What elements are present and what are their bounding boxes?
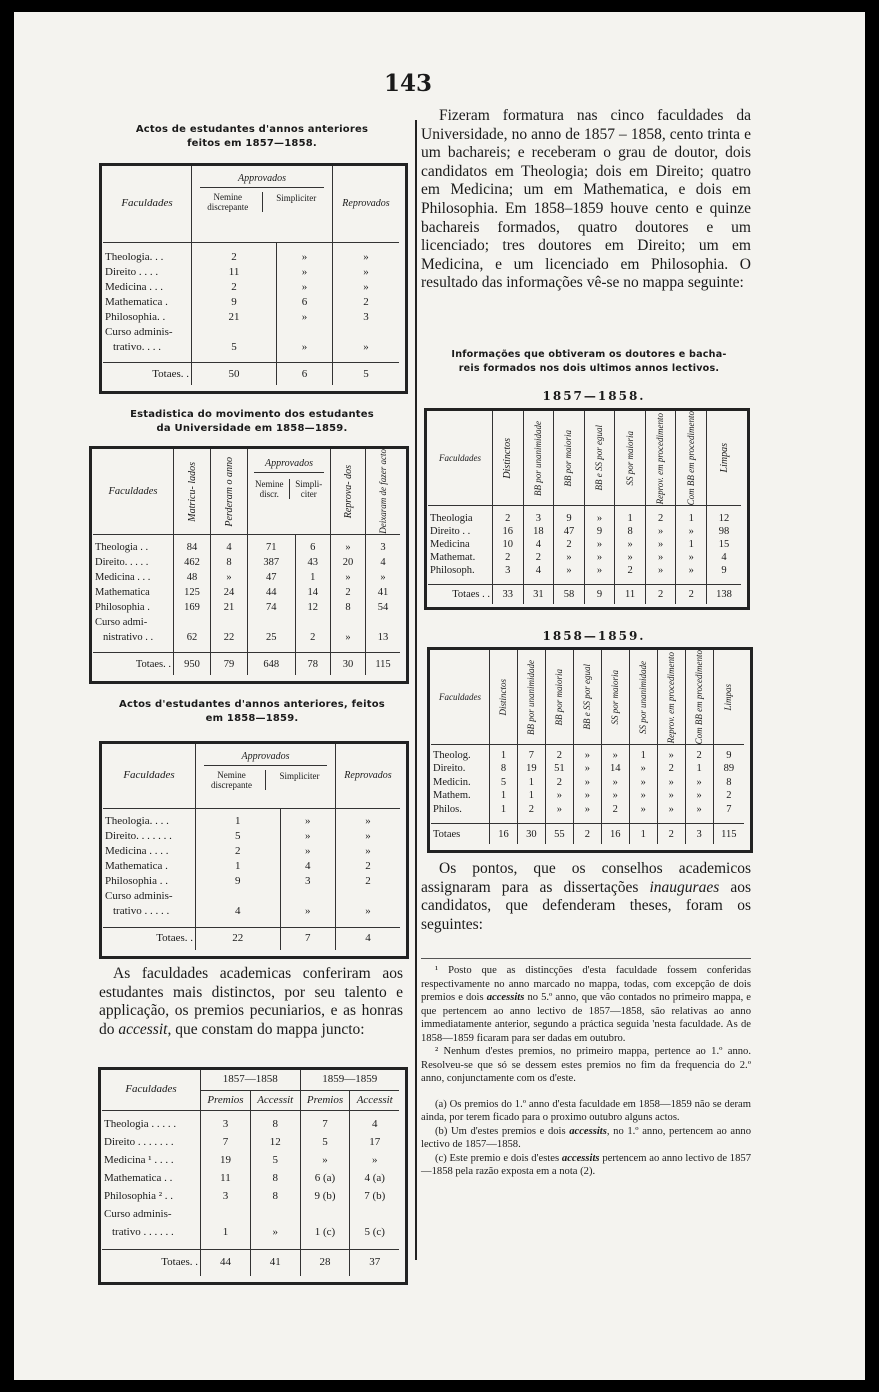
t1-row: trativo. . . . 5 » » — [103, 340, 399, 355]
t3-row: trativo . . . . . 4 » » — [103, 904, 400, 919]
footnotes — [421, 964, 751, 1179]
table1-title-line1: Actos de estudantes d'annos anteriores — [135, 124, 369, 135]
t3-row: Philosophia . . 9 3 2 — [103, 874, 400, 889]
t5-col-head: Limpas — [718, 443, 730, 473]
t4-row: Theologia . . . . . 3 8 7 4 — [102, 1116, 399, 1134]
premios-paragraph: As faculdades academicas conferiram aos estudantes mais distinctos, por seu talento e applicação, os premios pecuniarios, e as honras do accessit, que constam do mappa juncto: — [99, 965, 403, 1038]
t4-row: Curso adminis- — [102, 1205, 399, 1223]
t4-row: Medicina ¹ . . . . 19 5 » » — [102, 1152, 399, 1170]
info-title — [419, 348, 759, 376]
pontos-paragraph: Os pontos, que os conselhos academicos assignaram para as dissertações inauguraes aos candidatos, que defenderam theses, foram os seguintes: — [421, 860, 751, 933]
t6-total-row: Totaes 16 30 55 2 16 1 2 3 115 — [431, 824, 744, 844]
t5-row: Medicina 10 4 2 » » » 1 15 — [428, 538, 741, 551]
info-title-line1: Informações que obtiveram os doutores e bacha- — [451, 349, 727, 360]
footnote-rule — [421, 958, 751, 959]
t1-h-fac: Faculdades — [103, 166, 192, 242]
t5-col-head: SS por maioria — [624, 430, 635, 486]
t1-h-nem: Nemine discrepante — [207, 192, 249, 212]
t4-h-pre2: Premios — [300, 1090, 350, 1110]
table1-title-line2: feitos em 1857—1858. — [187, 138, 317, 149]
t4-h-y1: 1857—1858 — [201, 1070, 301, 1090]
t3-h-fac: Faculdades — [103, 744, 196, 808]
t2-h-dei: Deixaram de fazer acto — [377, 449, 388, 534]
table2-title — [104, 408, 400, 436]
t6-col-head: Limpas — [723, 683, 734, 711]
footnote-a: (a) Os premios do 1.º anno d'esta faculdade em 1858—1859 não se deram ainda, por terem ficado para o proximo outubro alguns actos. — [421, 1098, 751, 1123]
t2-h-mat: Matricu- lados — [186, 461, 198, 522]
t4-row: Philosophia ² . . 3 8 9 (b) 7 (b) — [102, 1188, 399, 1206]
t2-row: Curso admi- — [93, 615, 400, 630]
table3 — [103, 744, 400, 950]
t3-row: Theologia. . . . 1 » » — [103, 814, 400, 829]
t2-row: Direito. . . . . 462 8 387 43 20 4 — [93, 555, 400, 570]
footnote-2: ² Nenhum d'estes premios, no primeiro mappa, pertence ao 1.º anno. Resolveu-se que só se dessem estes premios no fim da frequencia do 2.º anno, conjunctamente com os d'este. — [421, 1046, 751, 1084]
footnote-c: (c) Este premio e dois d'estes accessits pertencem ao anno lectivo de 1857—1858 pela razão exposta em a nota (2). — [421, 1152, 751, 1177]
t6-col-head: BB por unanimidade — [525, 659, 536, 735]
t5-col-head: BB por unanimidade — [532, 420, 543, 496]
t2-total-row: Totaes. . 950 79 648 78 30 115 — [93, 653, 400, 675]
t2-row: Philosophia . 169 21 74 12 8 54 — [93, 600, 400, 615]
t3-h-rep: Reprovados — [336, 744, 401, 808]
footnote-1: ¹ Posto que as distincções d'esta faculdade fossem conferidas respectivamente no anno marcado no mappa, todas, com excepção de dois premios e dois accessits no 5.º anno, que vão contados no primeiro mappa, e que pertencem ao anno lectivo de 1857—1858, são relativas ao anno immediatamente anterior, segundo a práctica seguida 'nesta faculdade. As de 1858—1859 ficaram para ser dadas em outubro. — [421, 965, 752, 1044]
t6-col-head: SS por maioria — [609, 669, 620, 725]
t4-row: Mathematica . . 11 8 6 (a) 4 (a) — [102, 1170, 399, 1188]
t1-row: Medicina . . . 2 » » — [103, 280, 399, 295]
t6-row: Philos. 1 2 » » 2 » » » 7 — [431, 802, 744, 815]
t4-row: Direito . . . . . . . 7 12 5 17 — [102, 1134, 399, 1152]
t6-row: Direito. 8 19 51 » 14 » 2 1 89 — [431, 762, 744, 775]
t6-col-head: Com BB em procedimento — [693, 650, 704, 745]
t2-h-rep: Reprova- dos — [342, 464, 354, 518]
t1-row: Direito . . . . 11 » » — [103, 265, 399, 280]
column-divider — [415, 120, 417, 1260]
t6-h-fac: Faculdades — [431, 650, 490, 745]
table2 — [93, 449, 400, 675]
t5-h-fac: Faculdades — [428, 411, 493, 506]
t2-h-fac: Faculdades — [93, 449, 174, 534]
t4-h-fac: Faculdades — [102, 1070, 201, 1110]
table6-year: 1858—1859. — [542, 629, 646, 643]
info-title-line2: reis formados nos dois ultimos annos lectivos. — [458, 363, 720, 374]
t2-row: Mathematica 125 24 44 14 2 41 — [93, 585, 400, 600]
t5-total-row: Totaes . . 33 31 58 9 11 2 2 138 — [428, 585, 741, 605]
t1-row: Mathematica . 9 6 2 — [103, 295, 399, 310]
footnote-b: (b) Um d'estes premios e dois accessits, no 1.º anno, pertencem ao anno lectivo de 1857—1858. — [421, 1125, 751, 1150]
page-number: 143 — [383, 70, 432, 97]
table4 — [102, 1070, 399, 1276]
t4-h-pre1: Premios — [201, 1090, 251, 1110]
t5-col-head: Com BB em procedimento — [685, 411, 696, 506]
t3-row: Mathematica . 1 4 2 — [103, 859, 400, 874]
t3-h-nem: Nemine discrepante — [211, 770, 252, 790]
t5-row: Philosoph. 3 4 » » 2 » » 9 — [428, 564, 741, 577]
t3-row: Direito. . . . . . . 5 » » — [103, 829, 400, 844]
t4-h-acc1: Accessit — [250, 1090, 300, 1110]
t2-h-per: Perderam o anno — [223, 456, 235, 527]
t1-row: Curso adminis- — [103, 325, 399, 340]
t3-total-row: Totaes. . 22 7 4 — [103, 927, 400, 950]
t1-h-sim: Simpliciter — [262, 192, 331, 212]
table1 — [103, 166, 399, 385]
table5-year: 1857—1858. — [542, 389, 646, 403]
formatura-paragraph: Fizeram formatura nas cinco faculdades da Universidade, no anno de 1857 – 1858, cento trinta e um bachareis; e receberam o grau de doutor, dois candidatos em Theologia; dois em Direito; quatro em Medicina; um em Mathematica, e dois em Philosophia. Em 1858–1859 houve cento e quinze bachareis formados, quatro doutores e um licenciado; tres doutores em Direito; um em Medicina, e um licenciado em Philosophia. O resultado das informações vê-se no mappa seguinte: — [421, 107, 751, 292]
t6-col-head: BB por maioria — [553, 668, 564, 726]
t2-h-nem: Nemine discr. — [255, 479, 284, 499]
t3-row: Medicina . . . . 2 » » — [103, 844, 400, 859]
table3-title-line2: em 1858—1859. — [205, 713, 299, 724]
table1-title — [104, 123, 400, 151]
t1-total-row: Totaes. . 50 6 5 — [103, 363, 399, 385]
t6-row: Mathem. 1 1 » » » » » » 2 — [431, 789, 744, 802]
t6-col-head: Distinctos — [497, 678, 508, 716]
t5-col-head: BB por maioria — [563, 429, 574, 487]
t3-h-app: Approvados — [241, 751, 290, 762]
t5-row: Mathemat. 2 2 » » » » » 4 — [428, 551, 741, 564]
t3-row: Curso adminis- — [103, 889, 400, 904]
t2-h-sim: Simpli- citer — [289, 479, 329, 499]
t5-col-head: Reprov. em procedimento — [655, 412, 666, 504]
page — [14, 12, 865, 1380]
t5-row: Theologia 2 3 9 » 1 2 1 12 — [428, 512, 741, 525]
t2-row: Medicina . . . 48 » 47 1 » » — [93, 570, 400, 585]
t4-h-acc2: Accessit — [350, 1090, 399, 1110]
table3-title — [100, 698, 404, 726]
t4-h-y2: 1859—1859 — [300, 1070, 399, 1090]
t6-col-head: BB e SS por egual — [581, 664, 592, 730]
t6-col-head: Reprov. em procedimento — [665, 651, 676, 743]
table2-title-line2: da Universidade em 1858—1859. — [156, 423, 348, 434]
t4-total-row: Totaes. . 44 41 28 37 — [102, 1249, 399, 1276]
t1-row: Theologia. . . 2 » » — [103, 250, 399, 265]
t5-row: Direito . . 16 18 47 9 8 » » 98 — [428, 525, 741, 538]
t1-row: Philosophia. . 21 » 3 — [103, 310, 399, 325]
t6-row: Medicin. 5 1 2 » » » » » 8 — [431, 776, 744, 789]
t1-h-app: Approvados — [238, 173, 286, 184]
table5 — [428, 411, 741, 604]
t5-col-head: Distinctos — [502, 437, 514, 479]
t4-row: trativo . . . . . . 1 » 1 (c) 5 (c) — [102, 1223, 399, 1241]
t5-col-head: BB e SS por egual — [594, 425, 605, 491]
t2-row: Theologia . . 84 4 71 6 » 3 — [93, 540, 400, 555]
table2-title-line1: Estadistica do movimento dos estudantes — [130, 409, 374, 420]
t1-h-rep: Reprovados — [333, 166, 400, 242]
t2-h-app: Approvados — [265, 458, 313, 469]
t6-row: Theolog. 1 7 2 » » 1 » 2 9 — [431, 749, 744, 762]
t2-row: nistrativo . . 62 22 25 2 » 13 — [93, 630, 400, 645]
table3-title-line1: Actos d'estudantes d'annos anteriores, feitos — [119, 699, 385, 710]
table6 — [431, 650, 744, 844]
t3-h-sim: Simpliciter — [265, 770, 333, 790]
t6-col-head: SS por unanimidade — [637, 660, 648, 734]
